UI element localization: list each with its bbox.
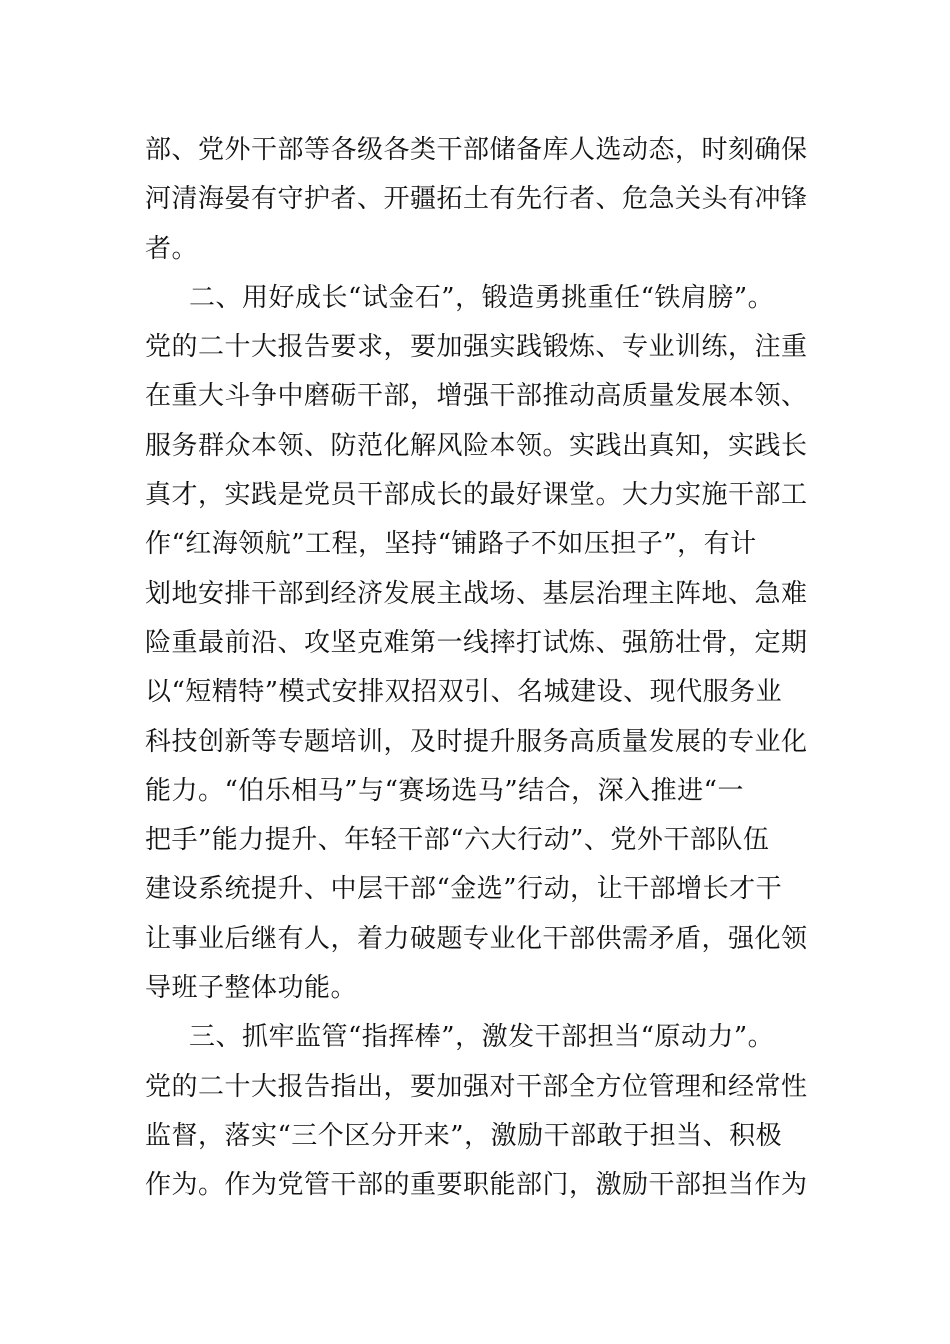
text-line-7: 服务群众本领、防范化解风险本领。实践出真知，实践长	[145, 430, 808, 461]
text-line-13: 科技创新等专题培训，及时提升服务高质量发展的专业化	[145, 726, 808, 757]
text-line-8: 真才，实践是党员干部成长的最好课堂。大力实施干部工	[145, 480, 808, 511]
section-heading-2: 二、用好成长“试金石”，锻造勇挑重任“铁肩膀”。	[189, 282, 775, 313]
text-line-15: 把手”能力提升、年轻干部“六大行动”、党外干部队伍	[145, 825, 770, 856]
text-line-12: 以“短精特”模式安排双招双引、名城建设、现代服务业	[145, 677, 783, 708]
text-line-9: 作“红海领航”工程，坚持“铺路子不如压担子”，有计	[145, 529, 757, 560]
text-line-2: 河清海晏有守护者、开疆拓土有先行者、危急关头有冲锋	[145, 184, 808, 215]
text-line-22: 作为。作为党管干部的重要职能部门，激励干部担当作为	[145, 1170, 808, 1201]
text-line-16: 建设系统提升、中层干部“金选”行动，让干部增长才干	[145, 874, 783, 905]
text-line-14: 能力。“伯乐相马”与“赛场选马”结合，深入推进“一	[145, 775, 744, 806]
text-line-1: 部、党外干部等各级各类干部储备库人选动态，时刻确保	[145, 135, 808, 165]
section-heading-3: 三、抓牢监管“指挥棒”，激发干部担当“原动力”。	[189, 1022, 775, 1053]
document-body	[145, 126, 810, 1211]
text-line-3: 者。	[145, 233, 199, 264]
text-line-20: 党的二十大报告指出，要加强对干部全方位管理和经常性	[145, 1071, 808, 1102]
text-line-18: 导班子整体功能。	[145, 973, 358, 1004]
text-line-11: 险重最前沿、攻坚克难第一线摔打试炼、强筋壮骨，定期	[145, 627, 808, 658]
text-line-10: 划地安排干部到经济发展主战场、基层治理主阵地、急难	[145, 578, 808, 609]
text-line-6: 在重大斗争中磨砺干部，增强干部推动高质量发展本领、	[145, 381, 808, 412]
text-line-21: 监督，落实“三个区分开来”，激励干部敢于担当、积极	[145, 1120, 783, 1151]
text-line-5: 党的二十大报告要求，要加强实践锻炼、专业训练，注重	[145, 332, 808, 363]
text-line-17: 让事业后继有人，着力破题专业化干部供需矛盾，强化领	[145, 923, 808, 954]
